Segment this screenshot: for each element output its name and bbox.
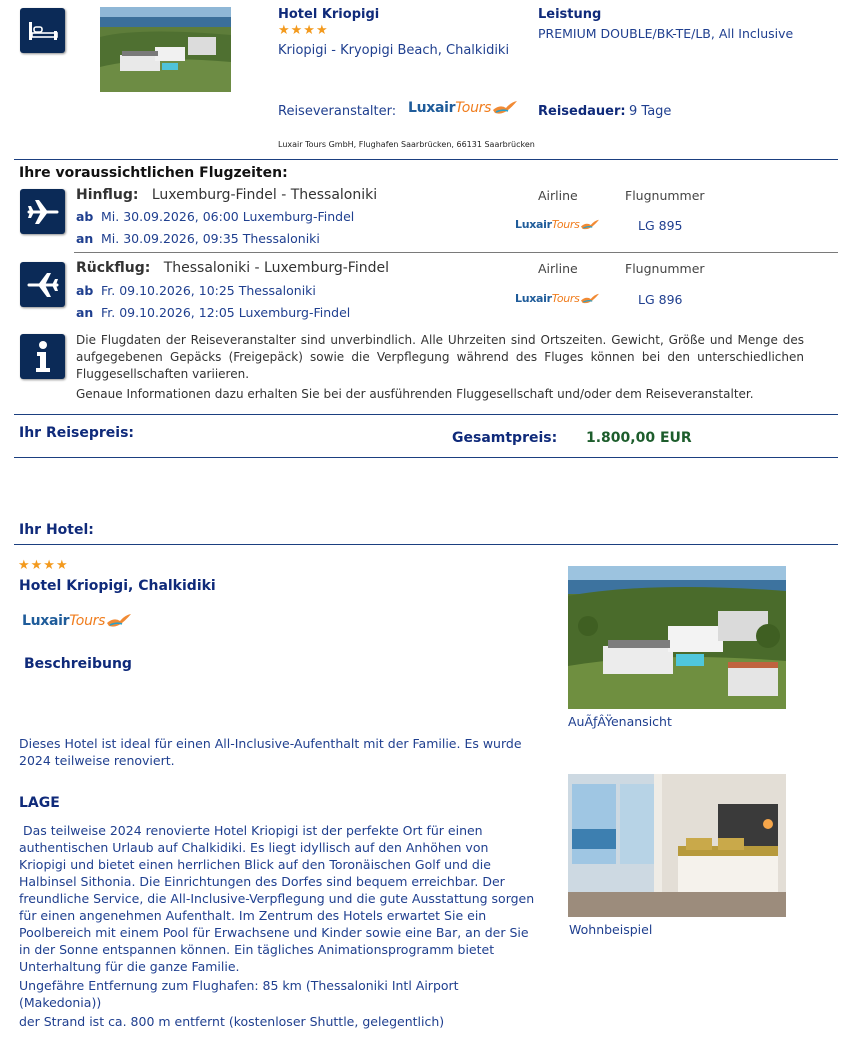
- leistung-value: PREMIUM DOUBLE/BK-TE/LB, All Inclusive: [538, 26, 794, 41]
- return-departure: Fr. 09.10.2026, 10:25 Thessaloniki: [101, 283, 316, 298]
- return-route: Thessaloniki - Luxemburg-Findel: [163, 260, 389, 276]
- lage-text: Das teilweise 2024 renovierte Hotel Kriopigi ist der perfekte Ort für einen authentischen Urlaub auf Chalkidiki. Es liegt idyllisch auf den Anhöhen von Kriopigi und bietet einen herrlichen Blick auf den Toronäischen Golf und die Halbinsel Sithonia. Die Einrichtungen des Dorfes sind bequem erreichbar. Der freundliche Service, die All-Inclusive-Verpflegung und die gute Ausstattung sorgen für einen angenehmen Aufenthalt. Im Zentrum des Hotels erwartet Sie ein Poolbereich mit einem Pool für Erwachsene und Kinder sowie eine Bar, an der Sie in der Sonne entspannen können. Ein tägliches Animationsprogramm bietet Unterhaltung für die ganze Familie.: [19, 823, 539, 974]
- hotel-intro: Dieses Hotel ist ideal für einen All-Inclusive-Aufenthalt mit der Familie. Es wurde 2024 teilweise renoviert.: [19, 736, 522, 768]
- outbound-label: Hinflug:: [76, 187, 139, 203]
- hotel-title: Hotel Kriopigi, Chalkidiki: [19, 578, 216, 594]
- outbound-header: [76, 187, 377, 203]
- outbound-departure: Mi. 30.09.2026, 06:00 Luxemburg-Findel: [101, 209, 355, 224]
- outbound-airline-label: Airline: [538, 188, 578, 203]
- luxair-tours-logo: Luxair Tours: [408, 100, 518, 116]
- return-header: [76, 260, 389, 276]
- divider: [14, 544, 838, 545]
- reisedauer-label: Reisedauer:: [538, 104, 626, 119]
- hotel-exterior-photo[interactable]: [568, 566, 786, 709]
- exterior-photo-caption: AuÃƒÂŸenansicht: [568, 714, 672, 729]
- reisedauer-value: 9 Tage: [629, 104, 672, 119]
- plane-return-icon: [20, 262, 65, 307]
- outbound-flugnummer-label: Flugnummer: [625, 188, 705, 203]
- divider: [14, 457, 838, 458]
- flights-section-title: Ihre voraussichtlichen Flugzeiten:: [19, 165, 288, 181]
- plane-departure-icon: [20, 189, 65, 234]
- hotel-bed-icon: [20, 8, 65, 53]
- return-arrival: Fr. 09.10.2026, 12:05 Luxemburg-Findel: [101, 305, 351, 320]
- hotel-star-rating: ★★★★: [18, 558, 69, 573]
- room-photo[interactable]: [568, 774, 786, 917]
- offer-hotel-name[interactable]: Hotel Kriopigi: [278, 7, 380, 22]
- hotel-section-title: Ihr Hotel:: [19, 522, 94, 538]
- beschreibung-heading: Beschreibung: [24, 656, 132, 672]
- outbound-flight-number: LG 895: [638, 218, 683, 233]
- hotel-operator-logo: Luxair Tours: [22, 613, 132, 629]
- outbound-route: Luxemburg-Findel - Thessaloniki: [151, 187, 378, 203]
- offer-location: Kriopigi - Kryopigi Beach, Chalkidiki: [278, 43, 510, 58]
- info-icon: [20, 334, 65, 379]
- beach-distance: der Strand ist ca. 800 m entfernt (kostenloser Shuttle, gelegentlich): [19, 1014, 445, 1029]
- veranstalter-label: Reiseveranstalter:: [278, 104, 397, 119]
- total-price-value: 1.800,00 EUR: [586, 430, 692, 446]
- hotel-thumbnail[interactable]: [100, 7, 231, 92]
- outbound-arrival: Mi. 30.09.2026, 09:35 Thessaloniki: [101, 231, 320, 246]
- price-section-title: Ihr Reisepreis:: [19, 425, 135, 441]
- return-dep-tag: ab: [76, 283, 94, 298]
- operator-address: Luxair Tours GmbH, Flughafen Saarbrücken, 66131 Saarbrücken: [278, 140, 535, 149]
- offer-star-rating: ★★★★: [278, 23, 329, 38]
- return-flight-number: LG 896: [638, 292, 683, 307]
- divider: [74, 252, 838, 253]
- room-photo-caption: Wohnbeispiel: [569, 922, 653, 937]
- return-arr-tag: an: [76, 305, 94, 320]
- airport-distance: Ungefähre Entfernung zum Flughafen: 85 km (Thessaloniki Intl Airport (Makedonia)): [19, 978, 459, 1010]
- leistung-label: Leistung: [538, 7, 602, 22]
- total-price-label: Gesamtpreis:: [452, 430, 558, 446]
- return-flugnummer-label: Flugnummer: [625, 261, 705, 276]
- outbound-dep-tag: ab: [76, 209, 94, 224]
- return-label: Rückflug:: [76, 260, 151, 276]
- return-airline-label: Airline: [538, 261, 578, 276]
- divider: [14, 159, 838, 160]
- lage-heading: LAGE: [19, 795, 60, 811]
- flight-info-text: Die Flugdaten der Reiseveranstalter sind unverbindlich. Alle Uhrzeiten sind Ortszeiten. Gewicht, Größe und Menge des aufgegebenen Gepäcks (Freigepäck) sowie die Verpflegung während des Fluges können bei den unterschiedlichen Fluggesellschaften variieren.: [76, 333, 804, 381]
- return-airline-logo: Luxair Tours: [515, 292, 600, 305]
- divider: [14, 414, 838, 415]
- outbound-airline-logo: Luxair Tours: [515, 218, 600, 231]
- flight-info-text-2: Genaue Informationen dazu erhalten Sie bei der ausführenden Fluggesellschaft und/oder dem Reiseveranstalter.: [76, 387, 754, 401]
- outbound-arr-tag: an: [76, 231, 94, 246]
